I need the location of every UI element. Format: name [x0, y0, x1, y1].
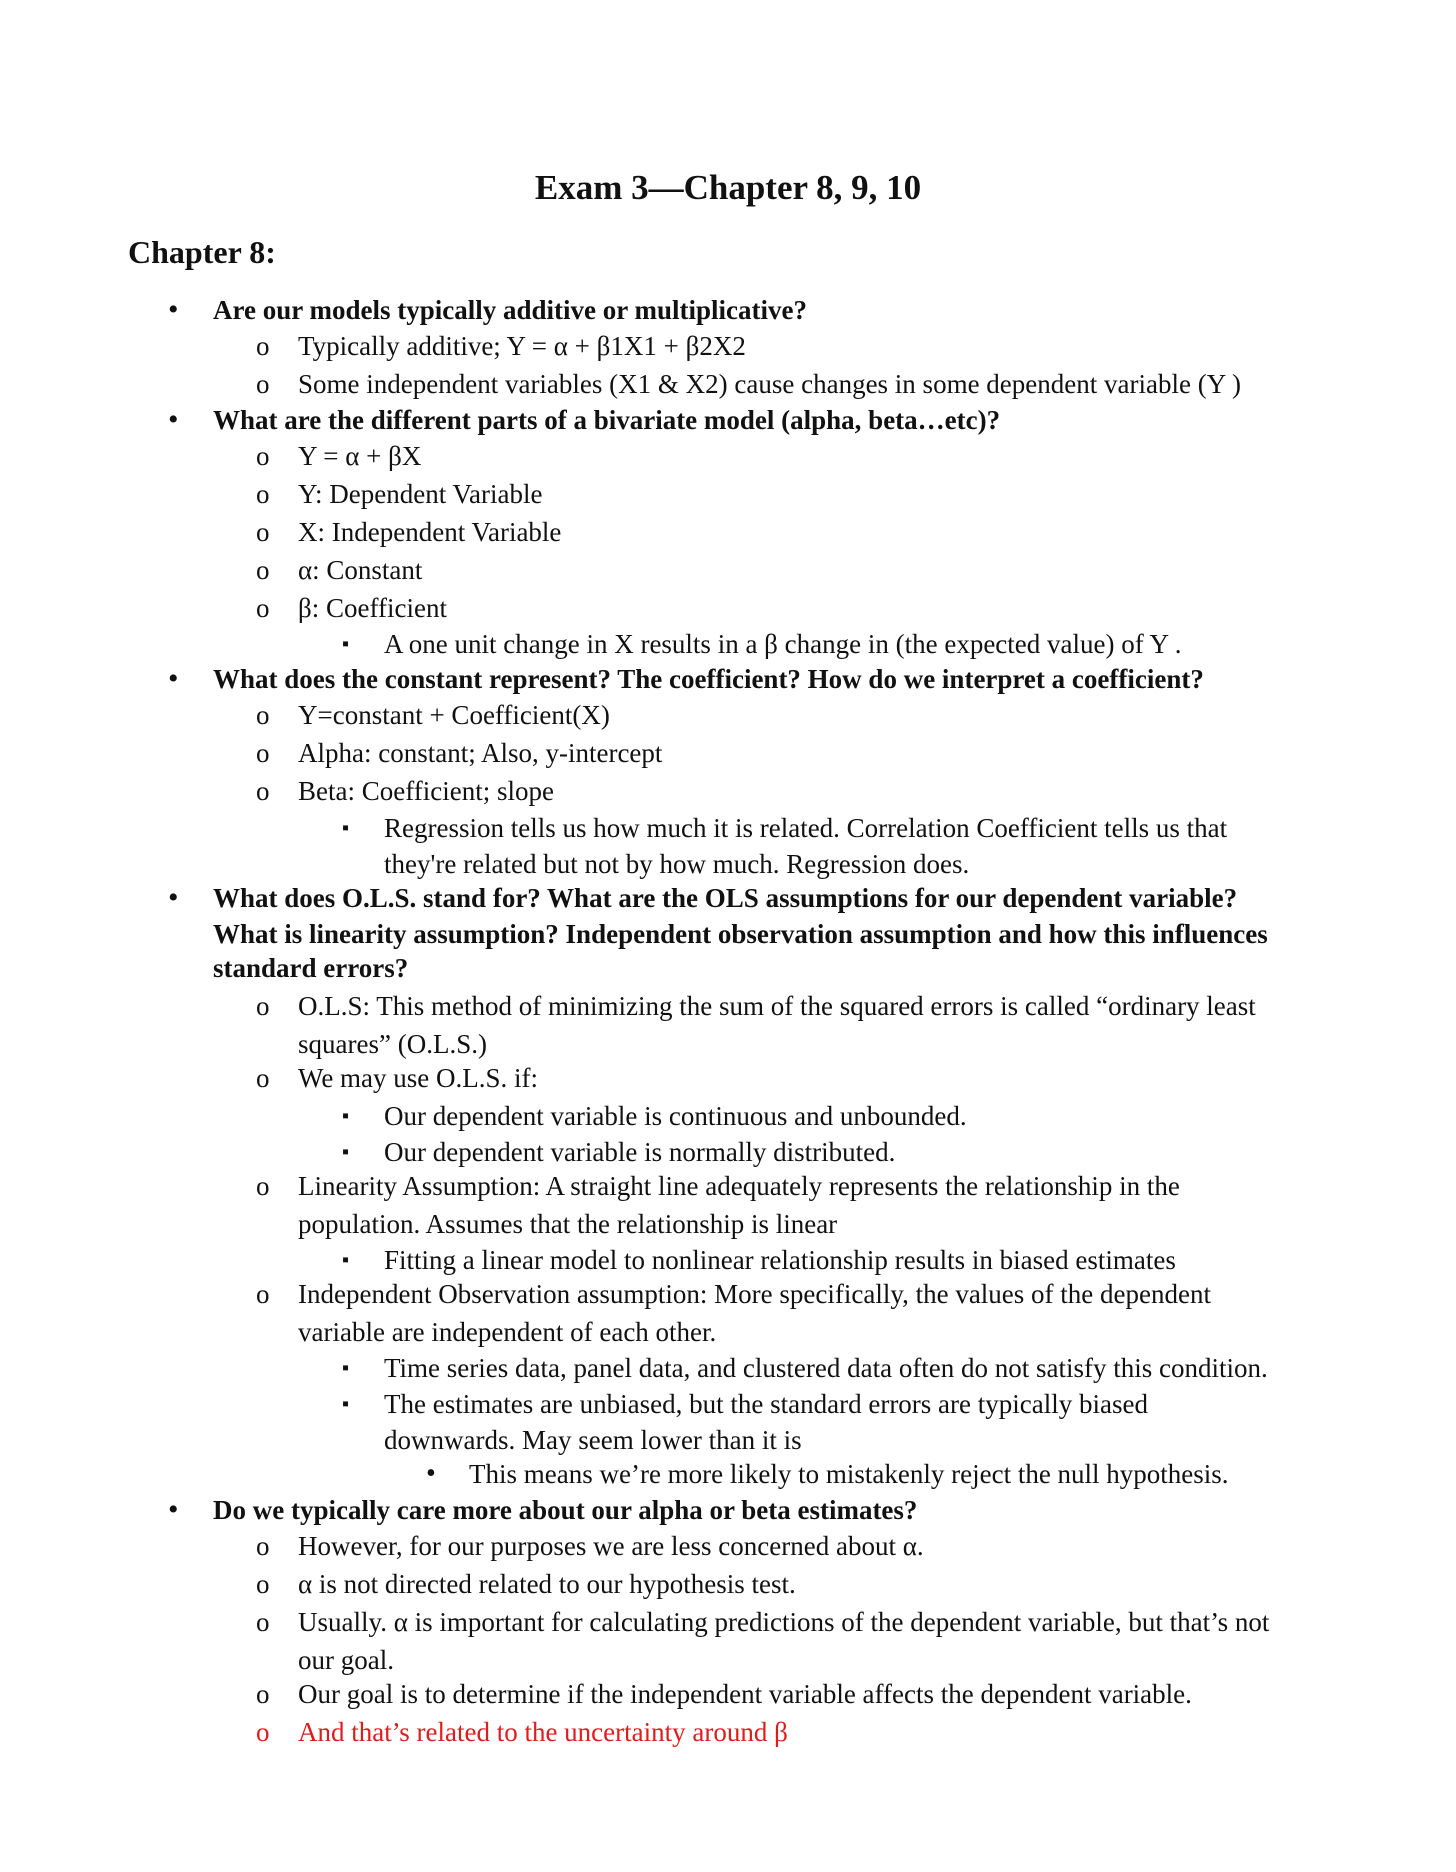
circle-bullet-icon: o — [256, 1607, 270, 1637]
circle-bullet-icon: o — [256, 517, 270, 547]
circle-bullet-icon: o — [256, 441, 270, 471]
list-item-continued: squares” (O.L.S.) — [298, 1029, 487, 1059]
list-item: A one unit change in X results in a β change in (the expected value) of Y . — [384, 629, 1182, 659]
question-4-continued: What is linearity assumption? Independent observation assumption and how this influences — [213, 919, 1268, 949]
square-bullet-icon: ▪ — [342, 1249, 350, 1271]
list-item: Alpha: constant; Also, y-intercept — [298, 738, 663, 768]
highlighted-list-item: And that’s related to the uncertainty around β — [298, 1717, 788, 1747]
bullet-icon: • — [168, 403, 179, 436]
list-item: This means we’re more likely to mistakenly reject the null hypothesis. — [469, 1459, 1229, 1489]
list-item: Y=constant + Coefficient(X) — [298, 700, 610, 730]
circle-bullet-icon: o — [256, 479, 270, 509]
list-item: Some independent variables (X1 & X2) cause changes in some dependent variable (Y ) — [298, 369, 1241, 399]
circle-bullet-icon: o — [256, 1063, 270, 1093]
square-bullet-icon: ▪ — [342, 1357, 350, 1379]
list-item: X: Independent Variable — [298, 517, 562, 547]
circle-bullet-icon: o — [256, 331, 270, 361]
circle-bullet-icon: o — [256, 593, 270, 623]
list-item: α is not directed related to our hypothesis test. — [298, 1569, 796, 1599]
question-3: What does the constant represent? The coefficient? How do we interpret a coefficient? — [213, 664, 1204, 694]
circle-bullet-icon: o — [256, 738, 270, 768]
circle-bullet-icon: o — [256, 369, 270, 399]
list-item: Independent Observation assumption: More specifically, the values of the dependent — [298, 1279, 1211, 1309]
list-item: α: Constant — [298, 555, 423, 585]
list-item: Usually. α is important for calculating predictions of the dependent variable, but that’s not — [298, 1607, 1270, 1637]
list-item: Fitting a linear model to nonlinear relationship results in biased estimates — [384, 1245, 1176, 1275]
square-bullet-icon: ▪ — [342, 633, 350, 655]
list-item: The estimates are unbiased, but the standard errors are typically biased — [384, 1389, 1148, 1419]
page-title: Exam 3—Chapter 8, 9, 10 — [534, 168, 922, 207]
question-5: Do we typically care more about our alpha or beta estimates? — [213, 1495, 918, 1525]
list-item: Linearity Assumption: A straight line adequately represents the relationship in the — [298, 1171, 1180, 1201]
list-item: Our dependent variable is continuous and unbounded. — [384, 1101, 967, 1131]
question-2: What are the different parts of a bivariate model (alpha, beta…etc)? — [213, 405, 1001, 435]
list-item: Y: Dependent Variable — [298, 479, 543, 509]
circle-bullet-icon: o — [256, 991, 270, 1021]
circle-bullet-icon: o — [256, 1679, 270, 1709]
list-item: Our goal is to determine if the independent variable affects the dependent variable. — [298, 1679, 1192, 1709]
circle-bullet-icon: o — [256, 1279, 270, 1309]
list-item: β: Coefficient — [298, 593, 447, 623]
bullet-icon: • — [168, 1493, 179, 1526]
square-bullet-icon: ▪ — [342, 1141, 350, 1163]
list-item: We may use O.L.S. if: — [298, 1063, 539, 1093]
list-item: However, for our purposes we are less concerned about α. — [298, 1531, 924, 1561]
list-item-continued: downwards. May seem lower than it is — [384, 1425, 802, 1455]
square-bullet-icon: ▪ — [342, 1393, 350, 1415]
list-item-continued: they're related but not by how much. Regression does. — [384, 849, 970, 879]
dot-bullet-icon: • — [426, 1458, 436, 1489]
circle-bullet-icon: o — [256, 1531, 270, 1561]
circle-bullet-icon: o — [256, 555, 270, 585]
circle-bullet-icon: o — [256, 700, 270, 730]
list-item-continued: our goal. — [298, 1645, 394, 1675]
list-item: Time series data, panel data, and clustered data often do not satisfy this condition. — [384, 1353, 1268, 1383]
list-item: Beta: Coefficient; slope — [298, 776, 554, 806]
question-1: Are our models typically additive or multiplicative? — [213, 295, 807, 325]
circle-bullet-icon: o — [256, 776, 270, 806]
chapter-heading: Chapter 8: — [128, 234, 276, 270]
list-item: Regression tells us how much it is related. Correlation Coefficient tells us that — [384, 813, 1228, 843]
list-item: Typically additive; Y = α + β1X1 + β2X2 — [298, 331, 746, 361]
list-item-continued: population. Assumes that the relationship is linear — [298, 1209, 838, 1239]
bullet-icon: • — [168, 881, 179, 914]
list-item: O.L.S: This method of minimizing the sum of the squared errors is called “ordinary least — [298, 991, 1256, 1021]
list-item: Our dependent variable is normally distributed. — [384, 1137, 896, 1167]
list-item-continued: variable are independent of each other. — [298, 1317, 717, 1347]
question-4-continued: standard errors? — [213, 953, 409, 983]
square-bullet-icon: ▪ — [342, 1105, 350, 1127]
square-bullet-icon: ▪ — [342, 817, 350, 839]
list-item: Y = α + βX — [298, 441, 422, 471]
circle-bullet-icon: o — [256, 1171, 270, 1201]
circle-bullet-icon: o — [256, 1569, 270, 1599]
bullet-icon: • — [168, 662, 179, 695]
bullet-icon: • — [168, 293, 179, 326]
circle-bullet-icon: o — [256, 1717, 270, 1747]
question-4: What does O.L.S. stand for? What are the OLS assumptions for our dependent variable? — [213, 883, 1238, 913]
